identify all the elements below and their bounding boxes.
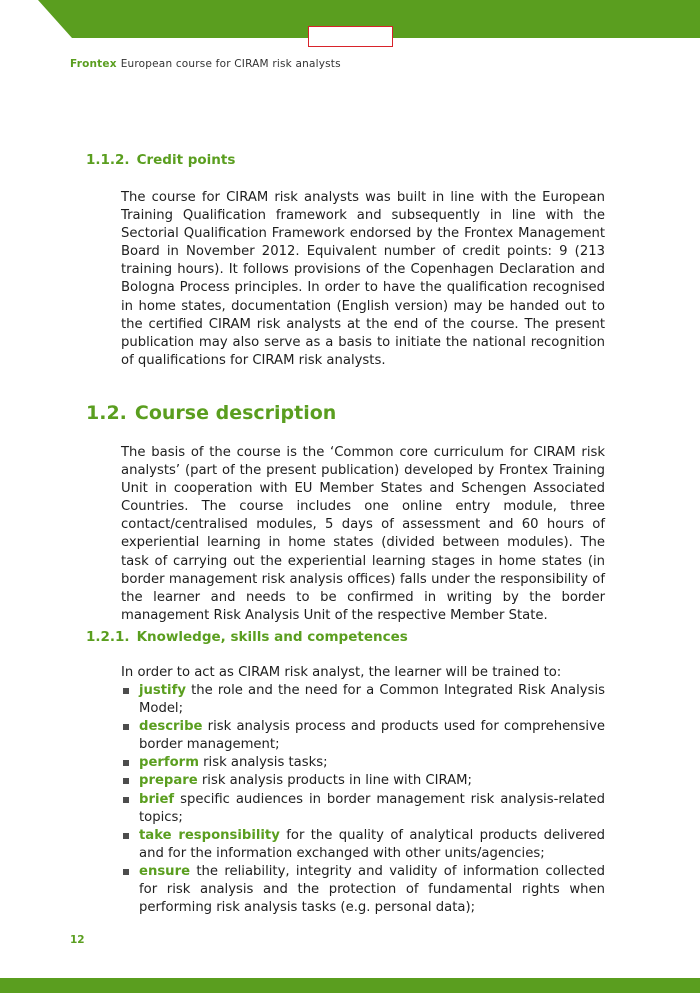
competences-intro: In order to act as CIRAM risk analyst, the learner will be trained to: [121, 665, 562, 680]
heading-number: 1.2.1. [86, 629, 130, 645]
square-bullet-icon [123, 760, 129, 766]
square-bullet-icon [123, 778, 129, 784]
list-item [121, 754, 605, 772]
list-item [121, 827, 605, 863]
list-item [121, 718, 605, 754]
running-header [70, 58, 341, 70]
bullet-keyword: describe [139, 719, 203, 735]
bullet-text: risk analysis products in line with CIRAM; [197, 773, 472, 789]
bullet-text: risk analysis process and products used for comprehensive border management; [139, 719, 605, 753]
competences-list [121, 682, 605, 917]
bullet-keyword: justify [139, 683, 186, 698]
square-bullet-icon [123, 797, 129, 803]
heading-knowledge-skills [86, 629, 408, 645]
page-number: 12 [70, 934, 85, 946]
header-title: European course for CIRAM risk analysts [120, 58, 341, 70]
header-brand: Frontex [70, 58, 117, 70]
course-description-paragraph: The basis of the course is the ‘Common core curriculum for CIRAM risk analysts’ (part of the present publication) developed by Frontex Training Unit in cooperation with EU Member States and Schengen Associated Countries. The course includes one online entry module, three contact/centralised modules, 5 days of assessment and 60 hours of experiential learning in home states (divided between modules). The task of carrying out the experiential learning stages in home states (in border management risk analysis offices) falls under the responsibility of the learner and needs to be confirmed in writing by the border management Risk Analysis Unit of the respective Member State. [121, 445, 605, 623]
empty-highlight-box [308, 26, 393, 47]
bullet-keyword: perform [139, 755, 199, 771]
heading-credit-points [86, 152, 235, 168]
square-bullet-icon [123, 869, 129, 875]
bullet-text: the role and the need for a Common Integrated Risk Analysis Model; [139, 683, 605, 717]
bullet-keyword: take responsibility [139, 827, 280, 843]
heading-title: Knowledge, skills and competences [136, 629, 408, 645]
heading-title: Credit points [136, 152, 236, 168]
heading-course-description [86, 402, 336, 424]
list-item [121, 772, 605, 790]
list-item [121, 863, 605, 917]
bullet-keyword: prepare [139, 773, 198, 789]
bullet-text: the reliability, integrity and validity of information collected for risk analysis and the protection of fundamental rights when performing risk analysis tasks (e.g. personal data); [139, 863, 605, 916]
heading-number: 1.2. [86, 402, 127, 424]
bullet-keyword: brief [139, 791, 175, 807]
heading-number: 1.1.2. [86, 152, 130, 168]
list-item [121, 682, 605, 718]
bullet-keyword: ensure [139, 863, 191, 879]
square-bullet-icon [123, 833, 129, 839]
list-item [121, 791, 605, 827]
square-bullet-icon [123, 688, 129, 694]
credit-points-paragraph: The course for CIRAM risk analysts was built in line with the European Training Qualification framework and subsequently in line with the Sectorial Qualification Framework endorsed by the Frontex Management Board in November 2012. Equivalent number of credit points: 9 (213 training hours). It follows provisions of the Copenhagen Declaration and Bologna Process principles. In order to have the qualification recognised in home states, documentation (English version) may be handed out to the certified CIRAM risk analysts at the end of the course. The present publication may also serve as a basis to initiate the national recognition of qualifications for CIRAM risk analysts. [121, 190, 605, 368]
bullet-text: specific audiences in border management risk analysis-related topics; [139, 791, 605, 825]
bottom-green-band [0, 978, 700, 993]
heading-title: Course description [134, 402, 337, 424]
bullet-text: risk analysis tasks; [198, 755, 328, 771]
bullet-text: for the quality of analytical products delivered and for the information exchanged with other units/agencies; [139, 827, 605, 861]
square-bullet-icon [123, 724, 129, 730]
